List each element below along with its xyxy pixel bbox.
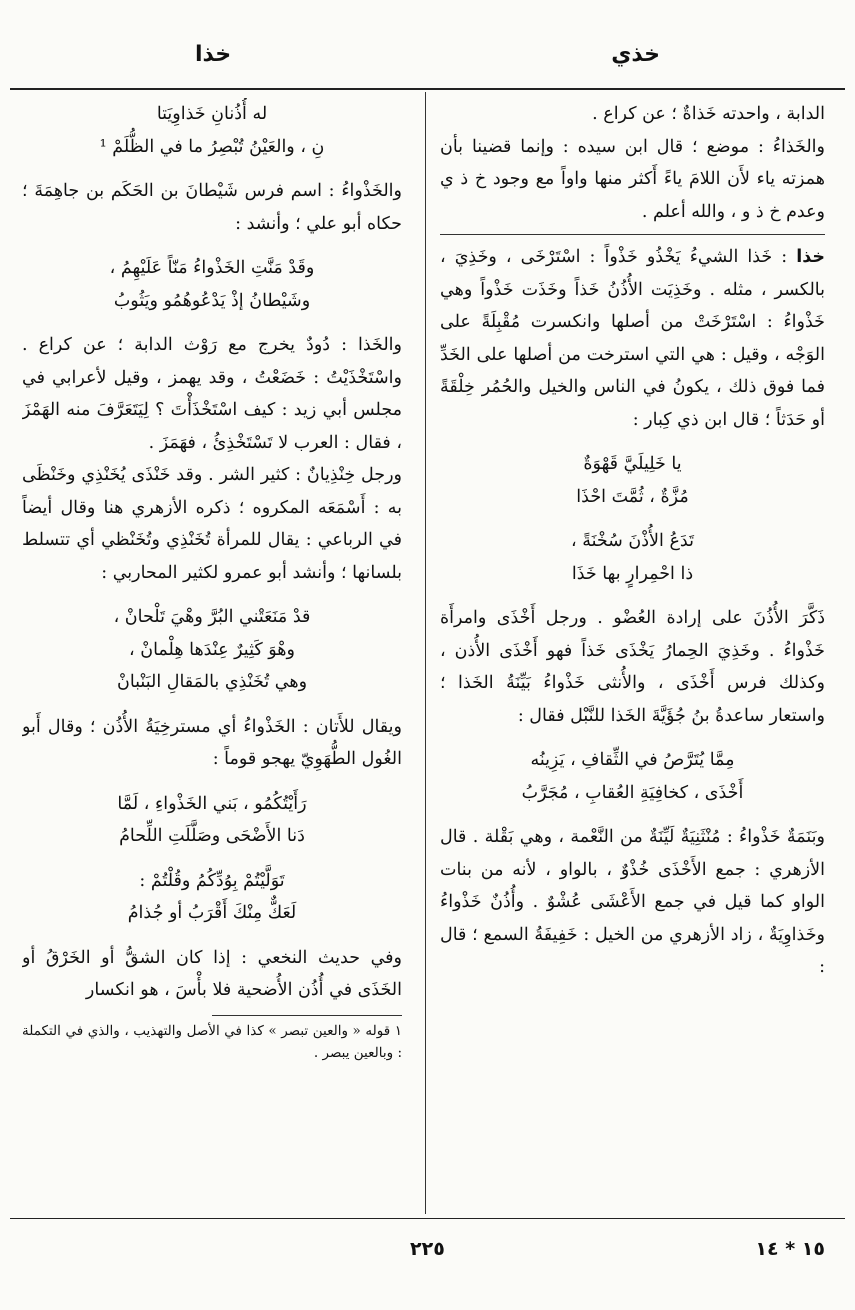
verse-line: دَنا الأَضْحَى وصَلَّلَتِ اللِّحامُ	[119, 826, 305, 846]
entry-paragraph: والخَذْواءُ : اسم فرس شَيْطانَ بن الحَكَم بن جاهِمَةَ ؛ حكاه أبو علي ؛ وأنشد :	[22, 181, 402, 234]
footnote: ١ قوله « والعين تبصر » كذا في الأصل والتهذيب ، والذي في التكملة : وبالعين يبصر .	[22, 1022, 402, 1061]
page-number: ٢٢٥	[410, 1238, 445, 1260]
entry-paragraph	[440, 241, 825, 436]
top-rule	[10, 88, 845, 90]
verse-line: مِمَّا يُتَرَّصُ في الثِّقافِ ، يَزِينُه	[530, 750, 735, 770]
bottom-rule	[10, 1218, 845, 1219]
verse-line: تَدَعُ الأُذْنَ سُخْنَةً ،	[571, 531, 694, 551]
entry-paragraph: الدابة ، واحدته خَذاةٌ ؛ عن كراع .	[592, 104, 825, 124]
verse-line: يا خَلِيلَيَّ قَهْوَةٌ	[583, 454, 682, 474]
entry-paragraph: وفي حديث النخعي : إذا كان الشقُّ أو الخَرْقُ أو الخَذَى في أُذُن الأُضحية فلا بأْسَ ، هو انكسار	[22, 947, 402, 1000]
entry-paragraph: والخَذاءُ : موضع ؛ قال ابن سيده : وإنما قضينا بأن همزته ياء لأَن اللامَ ياءً أَكثر منها واواً مع وجود خ ذ ي وعدم خ ذ و ، والله أعلم .	[440, 136, 825, 222]
right-column	[440, 98, 825, 1208]
verse-line: وقَدْ مَنَّتِ الخَذْواءُ مَنّاً عَلَيْهِمُ ،	[109, 258, 315, 278]
verse-line: ذا احْمِرارٍ بها خَذَا	[571, 563, 694, 584]
entry-paragraph: وبَنَمَةٌ خَذْواءُ : مُنْثَنِيَةٌ لَيِّنَةٌ من النَّعْمة ، وهي بَقْلة . قال الأزهري : جمع الأَخْذَى خُذْوٌ ، بالواو ، لأنه من بنات الواو كما قيل في جمع الأَعْشَى عُشْوٌ . وأُذُنٌ خَذْواءُ وخَذاوِيَةٌ ، زاد الأزهري من الخيل : خَفِيفَةُ السمع ؛ قال :	[440, 827, 825, 977]
verse-line: نِ ، والعَيْنُ تُبْصِرُ ما في الظُّلَمْ ¹	[99, 136, 325, 157]
verse-line: تَوَلَّيْتُمْ بِوُدِّكُمُ وقُلْتُمْ :	[139, 870, 285, 891]
entry-separator	[440, 234, 825, 235]
verse-line: وشَيْطانُ إذْ يَدْعُوهُمُو ويَثُوبُ	[113, 290, 311, 311]
verse-line: مُزَّةٌ ، ثُمَّتَ احْذَا	[576, 486, 689, 507]
verse-line: لَعَكٌّ مِنْكَ أَقْرَبُ أو جُذامُ	[127, 903, 297, 923]
verse-line: قدْ مَنَعَتْني البُرَّ وهْيَ تَلْحانْ ،	[113, 607, 311, 627]
signature-mark: ١٥ * ١٤	[755, 1238, 825, 1260]
entry-paragraph: والخَذا : دُودٌ يخرج مع رَوْث الدابة ؛ عن كراع . واسْتَخْذَيْتُ : خَضَعْتُ ، وقد يهمز ، وقيل لأعرابي في مجلس أبي زيد : كيف اسْتَخْذَأْتَ ؟ لِيَتَعَرَّفَ منه الهَمْزَ ، فقال : العرب لا تَسْتَخْذِئُ ، فهَمَزَ .	[22, 335, 402, 453]
left-column	[22, 98, 402, 1208]
verse-line: رَأَيْتُكُمُو ، بَني الخَذْواءِ ، لَمَّا	[117, 793, 307, 814]
entry-paragraph: ويقال للأَتان : الخَذْواءُ أي مسترخِيَةُ الأُذُن ؛ وقال أَبو الغُول الطُّهَوِيّ يهجو قوماً :	[22, 716, 402, 769]
verse-line: وهْوَ كَثِيرٌ عِنْدَها هِلْمانْ ،	[129, 639, 295, 660]
verse-line: أَخْذَى ، كخافِيَةِ العُقابِ ، مُجَرَّبُ	[521, 782, 744, 803]
entry-paragraph: ذَكَّرَ الأُذُنَ على إرادة العُضْو . ورجل أَخْذَى وامرأَة خَذْواءُ . وخَذِيَ الحِمارُ يَخْذَى خَذاً فهو أَخْذَى الأُذن ، وكذلك فرس أَخْذَى ، والأُنثى خَذْواءُ بَيِّنَةُ الخَذا ؛ واستعار ساعدةُ بنُ جُؤَيَّةَ الخَذا للنَّبْل فقال :	[440, 608, 825, 726]
right-header-word: خذي	[611, 42, 660, 67]
column-divider	[425, 92, 426, 1214]
verse-line: له أُذُنانِ خَذاوِيَتا	[156, 104, 268, 124]
verse-line: وهي تُخَنْذِي بالمَقالِ البَنْبانْ	[116, 672, 308, 692]
entry-paragraph: ورجل خِنْذِيانٌ : كثير الشر . وقد خَنْذَى يُخَنْذِي وخَنْظَى به : أَسْمَعَه المكروه ؛ ذكره الأزهري هنا وقال أيضاً في الرباعي : يقال للمرأة تُخَنْذِي وتُخَنْظي أي تتسلط بلسانها ؛ وأنشد أبو عمرو لكثير المحاربي :	[22, 465, 402, 583]
left-header-word: خذا	[195, 42, 232, 67]
lemma-headword: خذا	[796, 247, 825, 267]
entry-text: : خَذا الشيءُ يَخْذُو خَذْواً : اسْتَرْخَى ، وخَذِيَ ، بالكسر ، مثله . وخَذِيَت الأُذُنُ خَذاً وخَذَت خَذْواً وهي خَذْواءُ : اسْتَرْخَتْ من أصلها وانكسرت مُقْبِلَةً على الوَجْه ، وقيل : هي التي استرخت من أصلها على الخَدِّ فما فوق ذلك ، يكونُ في الناس والخيل والحُمُر خِلْقَةً أو حَدَثاً ؛ قال ابن ذي كِبار :	[440, 247, 825, 430]
footnote-separator	[212, 1015, 402, 1016]
